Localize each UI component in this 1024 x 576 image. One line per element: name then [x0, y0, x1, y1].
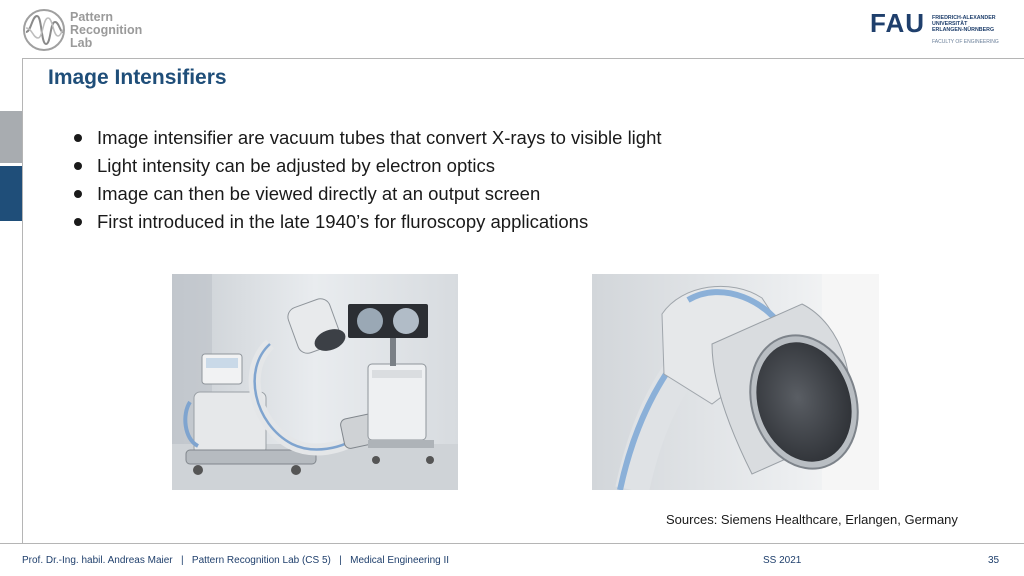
image-intensifier-closeup-photo — [592, 274, 879, 490]
side-tab-blue — [0, 166, 22, 221]
footer-page-number: 35 — [988, 555, 1000, 566]
image-sources: Sources: Siemens Healthcare, Erlangen, Germany — [666, 512, 958, 527]
bullet-list — [72, 124, 662, 236]
fau-faculty: FACULTY OF ENGINEERING — [932, 39, 999, 45]
lab-logo-line: Lab — [70, 36, 93, 50]
c-arm-system-photo — [172, 274, 458, 490]
lab-logo-line: Recognition — [70, 23, 143, 37]
fau-wordmark: FAU — [870, 8, 925, 38]
fau-logo — [870, 8, 1000, 48]
lab-logo-text — [70, 11, 142, 50]
left-frame-line — [22, 58, 23, 543]
fau-name-line: ERLANGEN-NÜRNBERG — [932, 27, 995, 33]
fau-university-name — [932, 15, 996, 33]
bullet-item: Light intensity can be adjusted by electron optics — [72, 152, 662, 180]
fau-name-line: UNIVERSITÄT — [932, 21, 968, 27]
header-divider — [22, 58, 1024, 59]
side-tab-grey — [0, 111, 22, 163]
bullet-item: Image intensifier are vacuum tubes that convert X-rays to visible light — [72, 124, 662, 152]
lab-logo-line: Pattern — [70, 10, 114, 24]
fau-name-line: FRIEDRICH-ALEXANDER — [932, 15, 996, 21]
bullet-item: Image can then be viewed directly at an output screen — [72, 180, 662, 208]
footer-divider — [0, 543, 1024, 544]
slide-title: Image Intensifiers — [48, 66, 227, 89]
bullet-item: First introduced in the late 1940’s for fluroscopy applications — [72, 208, 662, 236]
footer-author-course: Prof. Dr.-Ing. habil. Andreas Maier | Pattern Recognition Lab (CS 5) | Medical Engineering II — [22, 555, 450, 566]
pattern-recognition-lab-logo — [22, 8, 66, 52]
footer-semester: SS 2021 — [763, 555, 802, 566]
